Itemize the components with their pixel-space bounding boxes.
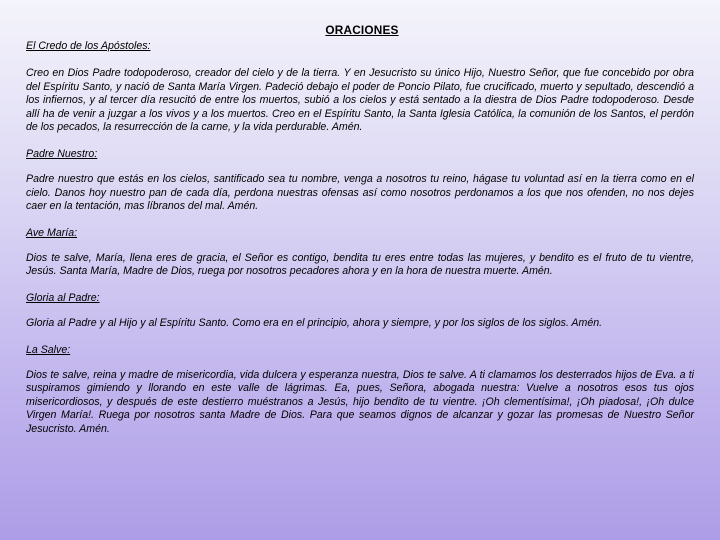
section-body-gloria: Gloria al Padre y al Hijo y al Espíritu Santo. Como era en el principio, ahora y siempre, y por los siglos de los siglos. Amén. (26, 316, 603, 329)
section-heading-salve: La Salve: (26, 343, 71, 356)
section-heading-padre-nuestro: Padre Nuestro: (26, 147, 98, 160)
section-body-salve: Dios te salve, reina y madre de misericordia, vida dulcera y esperanza nuestra, Dios te salve. A ti clamamos los desterrados hijos de Eva. a ti suspiramos gimiendo y llorando en este valle de lágrimas. Ea, pues, Señora, abogada nuestra: Vuelve a nosotros esos tus ojos misericordiosos, y después de este destierro muéstranos a Jesús, hijo bendito de tu vientre. ¡Oh clementísima!, ¡Oh piadosa!, ¡Oh dulce Virgen María!. Ruega por nosotros santa Madre de Dios. Para que seamos dignos de alcanzar y gozar las promesas de Nuestro Señor Jesucristo. Amén. (26, 368, 694, 435)
section-body-credo: Creo en Dios Padre todopoderoso, creador del cielo y de la tierra. Y en Jesucristo su único Hijo, Nuestro Señor, que fue concebido por obra del Espíritu Santo, y nació de Santa María Virgen. Padeció debajo el poder de Poncio Pilato, fue crucificado, muerto y sepultado, descendió a los infiernos, y al tercer día resucitó de entre los muertos, subió a los cielos y está sentado a la diestra de Dios Padre todopoderoso. Desde allí ha de venir a juzgar a los vivos y a los muertos. Creo en el Espíritu Santo, la Santa Iglesia Católica, la comunión de los Santos, el perdón de los pecados, la resurrección de la carne, y la vida perdurable. Amén. (26, 67, 694, 134)
section-heading-gloria: Gloria al Padre: (26, 291, 100, 304)
section-heading-ave-maria: Ave María: (26, 226, 78, 239)
section-body-padre-nuestro: Padre nuestro que estás en los cielos, santificado sea tu nombre, venga a nosotros tu reino, hágase tu voluntad así en la tierra como en el cielo. Danos hoy nuestro pan de cada día, perdona nuestras ofensas así como nosotros perdonamos a los que nos ofenden, no nos dejes caer en la tentación, mas líbranos del mal. Amén. (26, 172, 694, 213)
section-body-ave-maria: Dios te salve, María, llena eres de gracia, el Señor es contigo, bendita tu eres entre todas las mujeres, y bendito es el fruto de tu vientre, Jesús. Santa María, Madre de Dios, ruega por nosotros pecadores ahora y en la hora de nuestra muerte. Amén. (26, 251, 694, 278)
section-heading-credo: El Credo de los Apóstoles: (26, 40, 151, 52)
page-title: ORACIONES (325, 23, 399, 37)
